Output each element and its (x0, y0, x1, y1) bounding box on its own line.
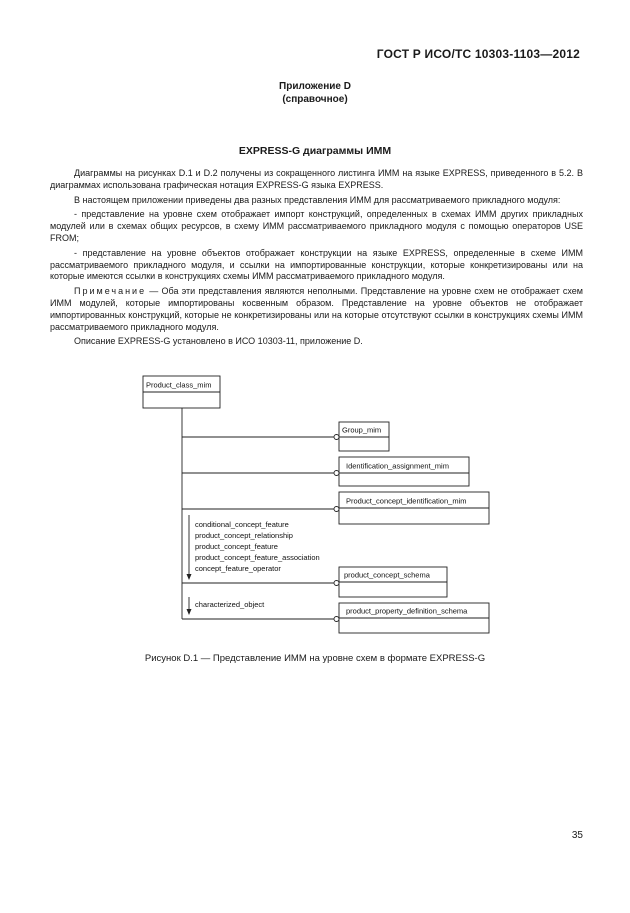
paragraph-1: Диаграммы на рисунках D.1 и D.2 получены из сокращенного листинга ИММ на языке EXPRESS, приведенного в 5.2. В диаграммах использована графическая нотация EXPRESS-G языка EXPRESS. (50, 168, 583, 190)
root-schema-box (143, 376, 220, 408)
section-title: EXPRESS-G диаграммы ИММ (238, 145, 392, 157)
connector-concept-identification-circle (334, 507, 339, 512)
figure-caption: Рисунок D.1 — Представление ИММ на уровне схем в формате EXPRESS-G (144, 653, 486, 664)
appendix-subtitle: (справочное) (282, 94, 348, 105)
ref-label: conditional_concept_feature (195, 520, 289, 529)
paragraph-5: Описание EXPRESS-G установлено в ИСО 10303-11, приложение D. (74, 336, 363, 347)
schema-label: product_property_definition_schema (346, 606, 468, 616)
connector-group-circle (334, 435, 339, 440)
note-label: Примечание (74, 286, 147, 297)
ref-label: product_concept_feature (195, 542, 278, 551)
refs-property-arrowhead (187, 609, 192, 615)
appendix-title: Приложение D (279, 81, 351, 92)
paragraph-2: В настоящем приложении приведены два разных представления ИММ для рассматриваемого прикладного модуля: (74, 194, 561, 205)
root-schema-label: Product_class_mim (146, 380, 212, 390)
document-code: ГОСТ Р ИСО/ТС 10303-1103—2012 (376, 47, 580, 61)
connector-identification-circle (334, 471, 339, 476)
schema-label: Identification_assignment_mim (346, 461, 449, 471)
schema-box-product-concept-identification-mim (339, 492, 489, 524)
schema-box-identification-assignment-mim (339, 457, 469, 486)
ref-label: product_concept_relationship (195, 531, 293, 540)
page-number: 35 (571, 830, 583, 841)
ref-label: product_concept_feature_association (195, 553, 320, 562)
schema-box-group-mim (339, 422, 389, 451)
refs-concept-arrowhead (187, 574, 192, 580)
ref-label: concept_feature_operator (195, 564, 281, 573)
refs-concept-list (195, 520, 320, 573)
schema-label: product_concept_schema (344, 570, 430, 580)
connector-property-schema-circle (334, 617, 339, 622)
note-text: — Оба эти представления являются неполными. Представление на уровне схем не отображает схем ИММ модулей, которые импортированы косвенным образом. Представление на уровне объектов не отображает импортированных конструкций, которые не конкретизированы или на которые отсутствуют ссылки в конструкциях схемы ИММ рассматриваемого прикладного модуля. (50, 286, 583, 332)
paragraph-4: - представление на уровне объектов отображает конструкции на языке EXPRESS, определенные в схеме ИММ рассматриваемого прикладного модуля, и ссылки на импортированные конструкции, которые конкретизированы или на которые имеются ссылки в конструкциях схемы ИММ рассматриваемого прикладного модуля. (50, 247, 583, 282)
schema-label: Product_concept_identification_mim (346, 496, 467, 506)
schema-box-product-property-definition-schema (339, 603, 489, 633)
schema-label: Group_mim (342, 425, 382, 435)
schema-box-product-concept-schema (339, 567, 447, 597)
refs-property-list (195, 600, 265, 609)
ref-label: characterized_object (195, 600, 265, 609)
connector-concept-schema-circle (334, 581, 339, 586)
paragraph-3: - представление на уровне схем отображает импорт конструкций, определенных в схемах ИММ других прикладных модулей или в схемах общих ресурсов, в схему ИММ рассматриваемого прикладного модуля с помощью операторов USE FROM; (50, 209, 583, 243)
